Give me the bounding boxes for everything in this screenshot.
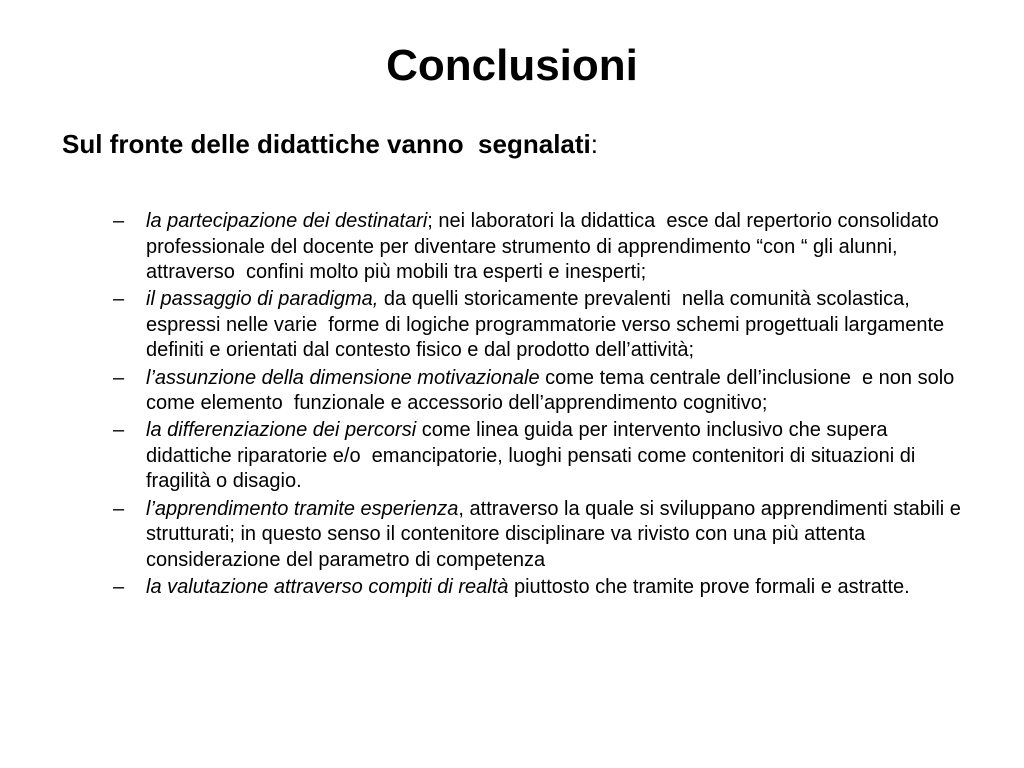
bullet-dash: – (113, 366, 125, 389)
bullet-item (113, 497, 973, 574)
bullet-dash: – (113, 288, 125, 311)
bullet-dash: – (113, 419, 125, 442)
slide-title: Conclusioni (386, 41, 638, 90)
bullet-item (113, 418, 973, 495)
bullet-item (113, 209, 973, 286)
bullet-dash: – (113, 497, 125, 520)
bullet-text: piuttosto che tramite prove formali e astratte. (508, 575, 910, 598)
bullet-item (113, 366, 973, 417)
bullet-text: da quelli storicamente prevalenti nella comunità scolastica, espressi nelle varie forme di logiche programmatorie verso schemi progettuali largamente definiti e orientati dal contesto fisico e dal prodotto dell’attività; (146, 288, 950, 362)
bullet-emphasis: l’apprendimento tramite esperienza (146, 497, 459, 520)
bullet-emphasis: la differenziazione dei percorsi (146, 419, 417, 442)
subtitle-text: Sul fronte delle didattiche vanno segnalati (62, 129, 591, 159)
bullet-text: come tema centrale dell’inclusione e non solo come elemento funzionale e accessorio dell’apprendimento cognitivo; (146, 366, 960, 415)
bullet-emphasis: la valutazione attraverso compiti di realtà (146, 575, 509, 598)
bullet-emphasis: la partecipazione dei destinatari (146, 210, 428, 232)
bullet-emphasis: il passaggio di paradigma, (146, 288, 379, 311)
bullet-text: , attraverso la quale si sviluppano apprendimenti stabili e strutturati; in questo senso il contenitore disciplinare va rivisto con una più attenta considerazione del parametro di competenza (146, 497, 967, 571)
bullet-dash: – (113, 210, 125, 232)
bullet-text: come linea guida per intervento inclusivo che supera didattiche riparatorie e/o emancipatorie, luoghi pensati come contenitori di situazioni di fragilità o disagio. (146, 419, 921, 493)
bullet-item (113, 575, 973, 601)
slide-subtitle (62, 126, 962, 162)
bullet-list (113, 209, 973, 602)
bullet-item (113, 287, 973, 364)
bullet-emphasis: l’assunzione della dimensione motivazionale (146, 366, 540, 389)
bullet-text: ; nei laboratori la didattica esce dal repertorio consolidato professionale del docente per diventare strumento di apprendimento “con “ gli alunni, attraverso confini molto più mobili tra esperti e inesperti; (146, 210, 945, 284)
bullet-dash: – (113, 575, 125, 598)
subtitle-colon: : (590, 129, 598, 159)
